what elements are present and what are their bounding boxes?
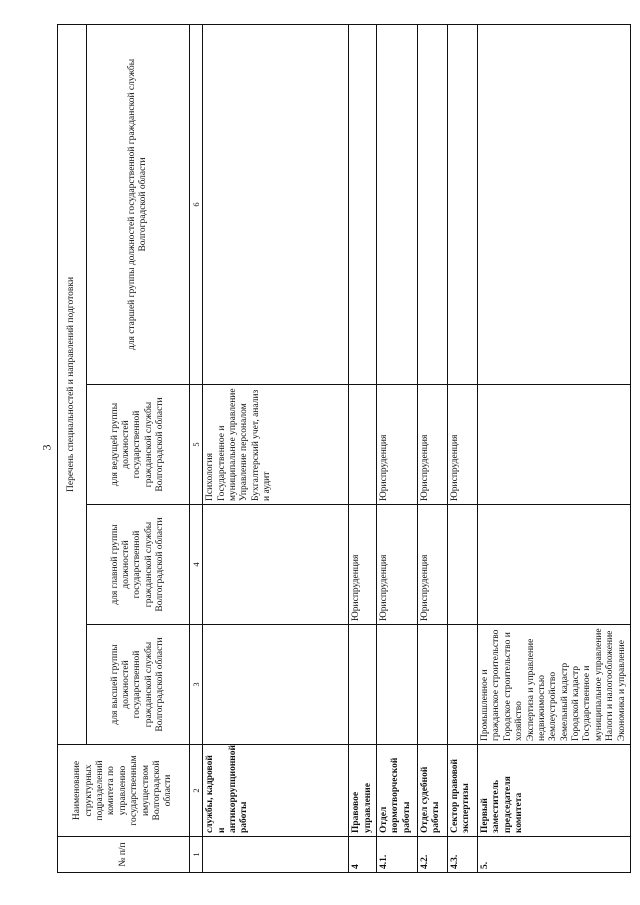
row-number: 5.: [477, 837, 630, 873]
specialty-item: Экономика и управление: [616, 640, 627, 741]
specialties-highest: [349, 625, 377, 745]
header-leading-group: для ведущей группы должностей государственной гражданской службы Волгоградской области: [87, 385, 190, 505]
row-number: 4: [349, 837, 377, 873]
header-highest-group: для высшей группы должностей государственной гражданской службы Волгоградской области: [87, 625, 190, 745]
table-row: [447, 24, 477, 872]
column-number: 1: [190, 837, 203, 873]
specialty-item: Земельный кадастр: [559, 662, 570, 741]
specialties-highest: [417, 625, 447, 745]
specialties-senior: [447, 24, 477, 384]
specialties-main: [376, 505, 417, 625]
column-number: 6: [190, 24, 203, 384]
table-row: [376, 24, 417, 872]
unit-name: Отдел нормотворческой работы: [376, 745, 417, 837]
page-number: 3: [39, 444, 54, 451]
specialty-item: Городское строительство и хозяйство: [502, 632, 525, 741]
specialties-leading: [477, 385, 630, 505]
unit-name: Отдел судебной работы: [417, 745, 447, 837]
row-number: 4.1.: [376, 837, 417, 873]
specialties-senior: [349, 24, 377, 384]
row-number: 4.2.: [417, 837, 447, 873]
column-number: 5: [190, 385, 203, 505]
row-number: 4.3.: [447, 837, 477, 873]
header-group-title: Перечень специальностей и направлений подготовки: [58, 24, 87, 744]
specialty-item: Землеустройство: [548, 671, 559, 741]
specialties-leading: [417, 385, 447, 505]
header-number: № п/п: [58, 837, 190, 873]
specialties-main: [349, 505, 377, 625]
column-number: 2: [190, 745, 203, 837]
specialties-main: [447, 505, 477, 625]
table-row: [349, 24, 377, 872]
row-number: [203, 837, 349, 873]
unit-name: Первый заместитель председателя комитета: [477, 745, 630, 837]
specialties-main: [477, 505, 630, 625]
specialty-item: Юриспруденция: [378, 434, 389, 501]
specialties-senior: [376, 24, 417, 384]
specialties-senior: [477, 24, 630, 384]
unit-name: Правовое управление: [349, 745, 377, 837]
specialties-highest: [477, 625, 630, 745]
specialty-item: Юриспруденция: [419, 554, 430, 621]
specialty-item: Государственное и муниципальное управление: [216, 388, 238, 501]
table-body: [203, 24, 631, 872]
specialties-table: [57, 24, 631, 873]
column-number: 4: [190, 505, 203, 625]
header-main-group: для главной группы должностей государственной гражданской службы Волгоградской области: [87, 505, 190, 625]
specialty-item: Государственное и муниципальное управление: [582, 628, 604, 741]
rotated-table-page: [57, 25, 627, 873]
header-senior-group: для старшей группы должностей государственной гражданской службы Волгоградской области: [87, 24, 190, 384]
unit-name: службы, кадровой и антикоррупционной работы: [203, 745, 349, 837]
specialties-highest: [447, 625, 477, 745]
specialty-item: Юриспруденция: [449, 434, 460, 501]
specialty-item: Налоги и налогообложение: [605, 630, 616, 741]
specialties-leading: [349, 385, 377, 505]
specialties-highest: [376, 625, 417, 745]
table-row: [417, 24, 447, 872]
header-row-1: [58, 24, 87, 872]
specialties-leading: [203, 385, 349, 505]
column-number-row: [190, 24, 203, 872]
specialties-main: [203, 505, 349, 625]
specialty-item: Юриспруденция: [419, 434, 430, 501]
specialties-leading: [447, 385, 477, 505]
unit-name: Сектор правовой экспертизы: [447, 745, 477, 837]
header-unit-name: Наименование структурных подразделений комитета по управлению государственным имуществом Волгоградской области: [58, 745, 190, 837]
column-number: 3: [190, 625, 203, 745]
specialty-item: Городской кадастр: [571, 666, 582, 741]
specialties-main: [417, 505, 447, 625]
specialty-item: Юриспруденция: [378, 554, 389, 621]
specialties-senior: [417, 24, 447, 384]
table-row: [477, 24, 630, 872]
specialty-item: Управление персоналом: [239, 403, 250, 501]
specialty-item: Бухгалтерский учет, анализ и аудит: [250, 389, 273, 501]
specialty-item: Психология: [205, 452, 216, 501]
specialty-item: Промышленное и гражданское строительство: [479, 629, 502, 741]
specialty-item: Экспертиза и управление недвижимостью: [525, 638, 547, 741]
specialties-leading: [376, 385, 417, 505]
table-row: [203, 24, 349, 872]
specialty-item: Юриспруденция: [351, 554, 362, 621]
specialties-senior: [203, 24, 349, 384]
specialties-highest: [203, 625, 349, 745]
